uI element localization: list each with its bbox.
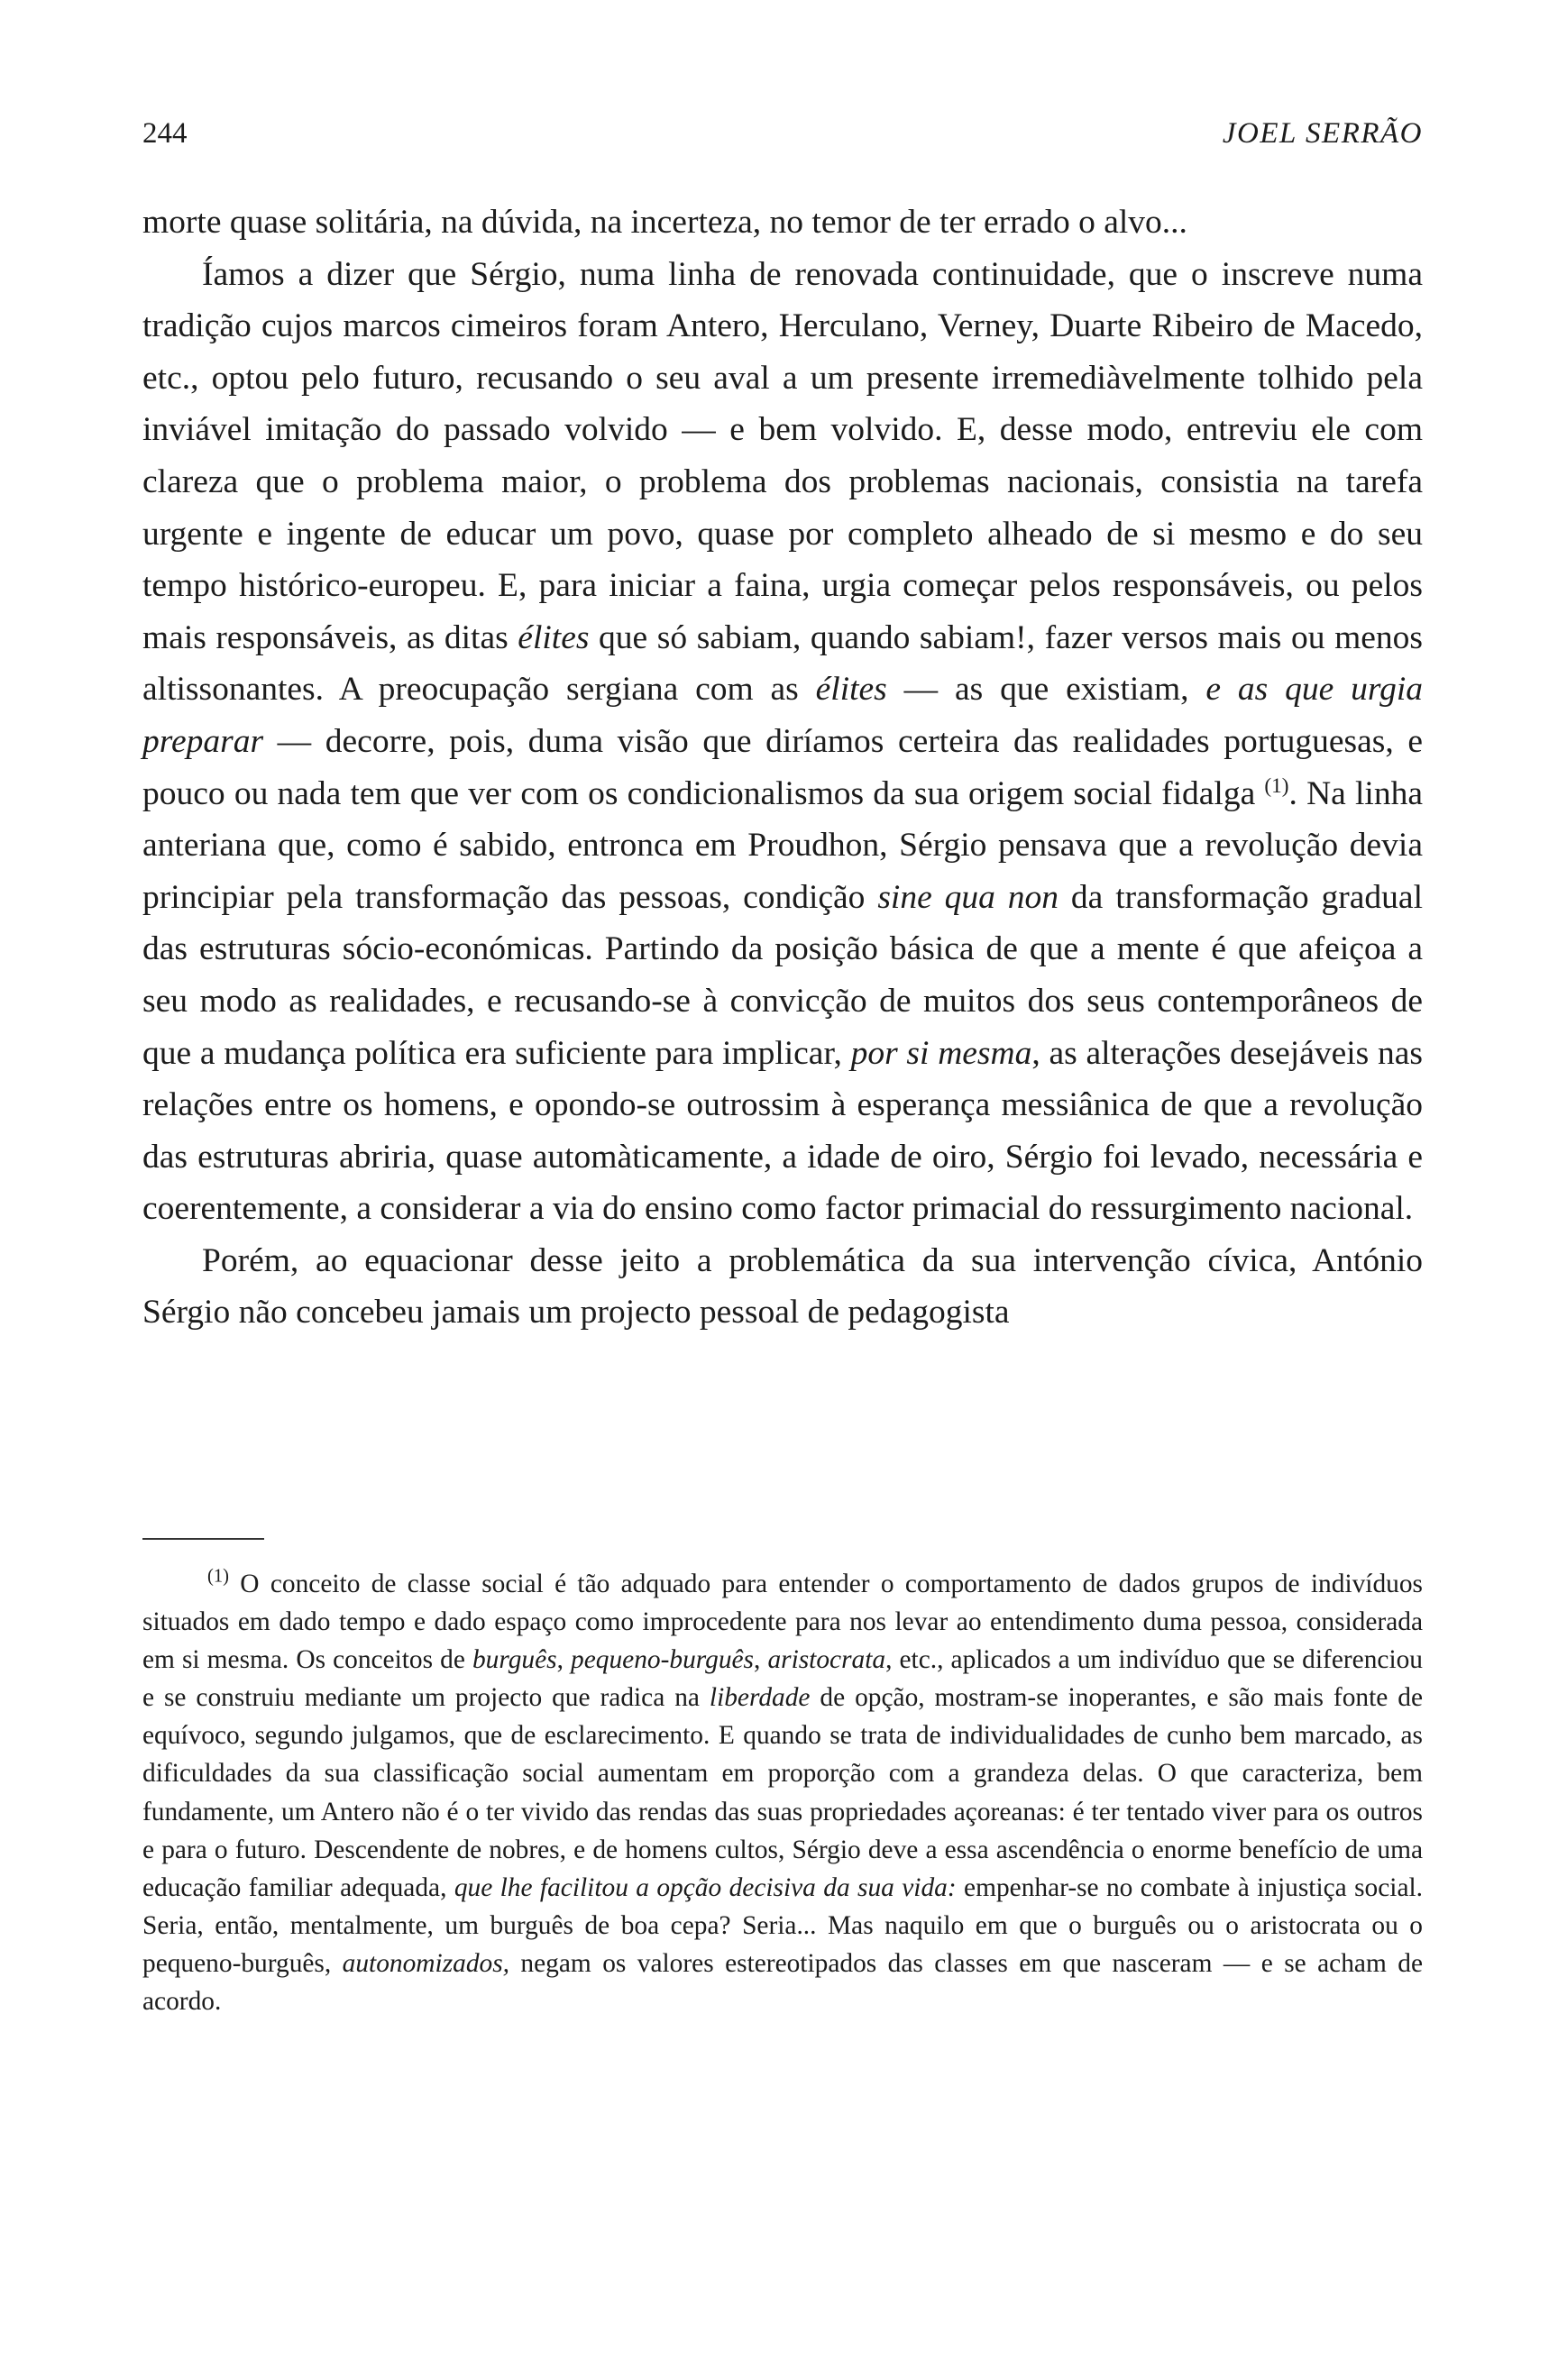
paragraph-2-text-e: . Na linha anteriana que, como é sabido, entronca em Proudhon, Sérgio pensava que a revolução devia principiar pela transformação das pessoas, condição [142, 774, 1423, 916]
footnote-marker [207, 1566, 229, 1598]
page-number: 244 [142, 117, 188, 150]
main-text [142, 197, 1423, 1339]
footnote-text-b: , etc., aplicados a um indivíduo que se diferenciou e se construiu mediante um projecto que radica na [142, 1645, 1423, 1713]
footnote-reference[interactable]: (1) [1264, 774, 1289, 798]
italic-por-si-mesma: por si mesma [850, 1034, 1032, 1072]
footnote-paragraph [142, 1565, 1423, 2020]
paragraph-1 [142, 197, 1423, 249]
paragraph-2-text-f: da transformação gradual das estruturas sócio-económicas. Partindo da posição básica de que a mente é que afeiçoa a seu modo as realidades, e recusando-se à convicção de muitos dos seus contemporâneos de que a mudança política era suficiente para implicar, [142, 878, 1423, 1072]
footnote [142, 1565, 1423, 2020]
footnote-separator [142, 1538, 264, 1540]
italic-urgia-preparar: e as que urgia preparar [142, 671, 1423, 760]
footnote-text-c: de opção, mostram-se inoperantes, e são mais fonte de equívoco, segundo julgamos, que de esclarecimento. E quando se trata de individualidades de cunho bem marcado, as dificuldades da sua classificação social aumentam em proporção com a grandeza delas. O que caracteriza, bem fundamente, um Antero não é o ter vivido das rendas das suas propriedades açoreanas: é ter tentado viver para os outros e para o futuro. Descendente de nobres, e de homens cultos, Sérgio deve a essa ascendência o enorme benefício de uma educação familiar adequada, [142, 1683, 1423, 1902]
paragraph-1-text: morte quase solitária, na dúvida, na incerteza, no temor de ter errado o alvo... [142, 204, 1187, 241]
paragraph-2-text-b: que só sabiam, quando sabiam!, fazer versos mais ou menos altissonantes. A preocupação sergiana com as [142, 618, 1423, 709]
italic-sine-qua-non: sine qua non [877, 878, 1059, 916]
italic-pequeno-burgues: pequeno-burguês [571, 1645, 754, 1675]
paragraph-3-text: Porém, ao equacionar desse jeito a problemática da sua intervenção cívica, António Sérgio não concebeu jamais um projecto pessoal de pedagogista [142, 1241, 1423, 1332]
italic-liberdade: liberdade [709, 1683, 811, 1713]
italic-aristocrata: aristocrata [767, 1645, 886, 1675]
paragraph-2-text-c: — as que existiam, [886, 671, 1206, 709]
italic-burgues: burguês [472, 1645, 557, 1675]
footnote-separator-1: , [556, 1645, 572, 1675]
paragraph-2-text-g: , as alterações desejáveis nas relações entre os homens, e opondo-se outrossim à esperança messiânica de que a revolução das estruturas abriria, quase automàticamente, a idade de oiro, Sérgio foi levado, necessária e coerentemente, a considerar a via do ensino como factor primacial do ressurgimento nacional. [142, 1034, 1423, 1228]
footnote-text-d: empenhar-se no combate à injustiça social. Seria, então, mentalmente, um burguês de boa cepa? Seria... Mas naquilo em que o burguês ou o aristocrata ou o pequeno-burguês, [142, 1872, 1424, 1978]
paragraph-2-text-a: Íamos a dizer que Sérgio, numa linha de renovada continuidade, que o inscreve numa tradição cujos marcos cimeiros foram Antero, Herculano, Verney, Duarte Ribeiro de Macedo, etc., optou pelo futuro, recusando o seu aval a um presente irremediàvelmente tolhido pela inviável imitação do passado volvido — e bem volvido. E, desse modo, entreviu ele com clareza que o problema maior, o problema dos problemas nacionais, consistia na tarefa urgente e ingente de educar um povo, quase por completo alheado de si mesmo e do seu tempo histórico-europeu. E, para iniciar a faina, urgia começar pelos responsáveis, ou pelos mais responsáveis, as ditas [142, 255, 1423, 656]
italic-autonomizados: autonomizados, [342, 1948, 509, 1978]
running-head [142, 114, 1423, 153]
paragraph-3 [142, 1235, 1423, 1339]
running-title: JOEL SERRÃO [1222, 117, 1423, 150]
italic-elites-2: élites [815, 671, 887, 709]
italic-clause: que lhe facilitou a opção decisiva da sua vida: [454, 1872, 957, 1902]
footnote-separator-2: , [754, 1645, 768, 1675]
paragraph-2 [142, 249, 1423, 1235]
paragraph-2-text-d: — decorre, pois, duma visão que diríamos certeira das realidades portuguesas, e pouco ou nada tem que ver com os condicionalismos da sua origem social fidalga [142, 722, 1423, 812]
footnote-text-a: O conceito de classe social é tão adquado para entender o comportamento de dados grupos de indivíduos situados em dado tempo e dado espaço como improcedente para nos levar ao entendimento duma pessoa, considerada em si mesma. Os conceitos de [142, 1570, 1423, 1675]
footnote-text-e: negam os valores estereotipados das classes em que nasceram — e se acham de acordo. [142, 1948, 1423, 2017]
footnote-marker-number: (1) [207, 1566, 229, 1587]
italic-elites-1: élites [518, 618, 590, 656]
